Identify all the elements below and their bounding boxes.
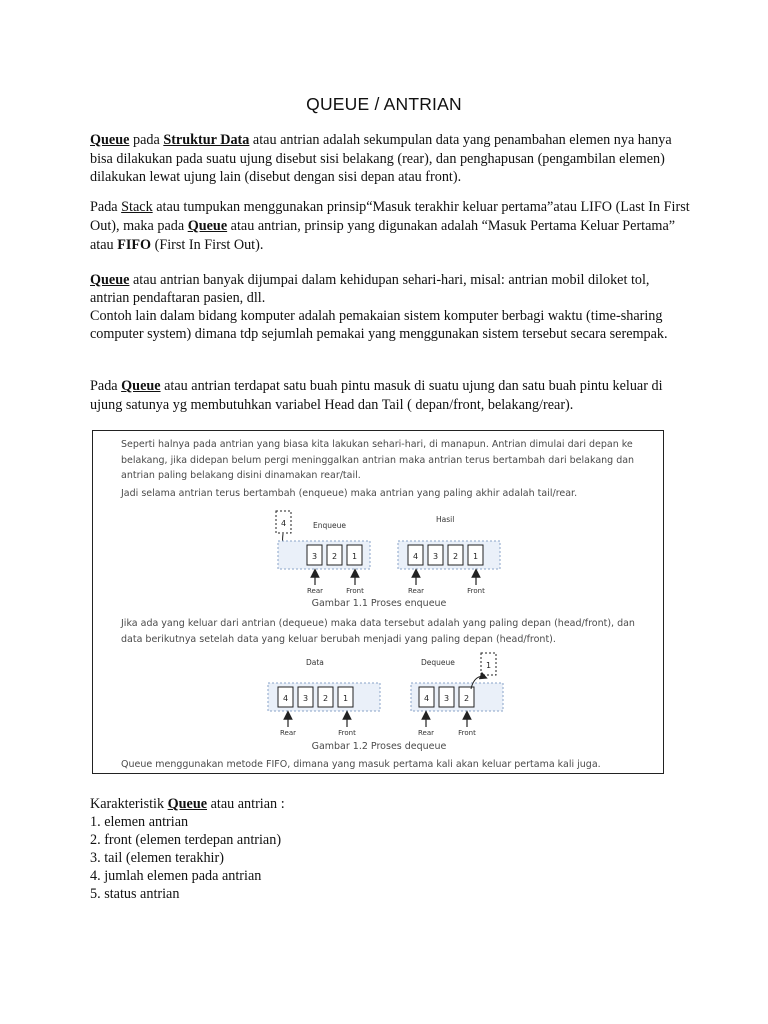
rear-label: Rear [306, 587, 324, 595]
list-item: 1. elemen antrian [90, 813, 189, 830]
data-label: Data [306, 658, 324, 667]
cell-value: 1 [342, 694, 349, 703]
term-struktur-data: Struktur Data [163, 132, 250, 148]
front-label: Front [338, 729, 356, 737]
cell-value: 3 [443, 694, 450, 703]
figure-text-fifo: Queue menggunakan metode FIFO, dimana yang masuk pertama kali akan keluar pertama kali juga. [121, 759, 601, 770]
cell-value: 2 [452, 552, 459, 561]
enqueue-cells [307, 545, 362, 565]
cell-value: 2 [322, 694, 329, 703]
cell-value: 4 [423, 694, 430, 703]
term-queue: Queue [90, 132, 130, 148]
text-run: Pada [90, 199, 122, 215]
rear-label: Rear [279, 729, 297, 737]
cell-value: 1 [351, 552, 358, 561]
front-label: Front [346, 587, 364, 595]
page-title: QUEUE / ANTRIAN [306, 94, 462, 114]
figure-text-enqueue: Jadi selama antrian terus bertambah (enqueue) maka antrian yang paling akhir adalah tail/rear. [121, 488, 578, 499]
paragraph-stack-vs-queue [90, 198, 690, 255]
text-run: atau antrian adalah sekumpulan data yang penambahan elemen nya hanya bisa dilakukan pada suatu ujung disebut sisi belakang (rear), dan penghapusan (pengambilan elemen) dilakukan lewat ujung lain (disebut dengan sisi depan atau front). [90, 132, 672, 185]
figure-caption-dequeue: Gambar 1.2 Proses dequeue [311, 741, 447, 752]
cell-value: 4 [412, 552, 419, 561]
text-run: Karakteristik [90, 796, 168, 812]
term-queue: Queue [121, 378, 161, 394]
list-item: 5. status antrian [90, 885, 180, 902]
rear-label: Rear [407, 587, 425, 595]
front-label: Front [458, 729, 476, 737]
dequeue-cells [419, 687, 474, 707]
paragraph-examples [90, 271, 690, 343]
cell-value: 2 [463, 694, 470, 703]
removed-item-value: 1 [485, 661, 492, 670]
front-label: Front [467, 587, 485, 595]
figure-text-dequeue: Jika ada yang keluar dari antrian (dequeue) maka data tersebut adalah yang paling depan (head/front), dan data berikutnya setelah data yang keluar berubah menjadi yang paling depan (head/front). [121, 618, 635, 645]
text-run: pada [129, 132, 164, 148]
queue-figure [92, 430, 664, 774]
hasil-label: Hasil [436, 515, 455, 524]
figure-text-intro: Seperti halnya pada antrian yang biasa kita lakukan sehari-hari, di manapun. Antrian dimulai dari depan ke belakang, jika didepan belum pergi meninggalkan antrian maka antrian terus bertambah dari belakang dan antrian paling belakang disini dinamakan rear/tail. [121, 439, 635, 481]
term-queue: Queue [167, 796, 208, 812]
queue-diagram [93, 431, 664, 774]
paragraph-definition [90, 131, 690, 187]
karakteristik-heading [90, 796, 690, 814]
enqueue-label: Enqueue [313, 521, 346, 530]
list-item: 4. jumlah elemen pada antrian [90, 867, 262, 884]
cell-value: 3 [311, 552, 318, 561]
rear-label: Rear [417, 729, 435, 737]
cell-value: 3 [302, 694, 309, 703]
term-stack: Stack [121, 199, 153, 215]
new-item-value: 4 [280, 519, 287, 528]
text-run: atau antrian banyak dijumpai dalam kehidupan sehari-hari, misal: antrian mobil diloket tol, antrian pendaftaran pasien, dll. [90, 272, 650, 306]
paragraph-head-tail [90, 377, 690, 414]
karakteristik-section [90, 796, 690, 903]
term-queue: Queue [90, 272, 130, 288]
cell-value: 4 [282, 694, 289, 703]
cell-value: 2 [331, 552, 338, 561]
dequeue-label: Dequeue [421, 658, 455, 667]
term-fifo: FIFO [117, 237, 152, 253]
text-run: Pada [90, 378, 122, 394]
list-item: 3. tail (elemen terakhir) [90, 849, 224, 866]
list-item: 2. front (elemen terdepan antrian) [90, 831, 282, 848]
text-run: (First In First Out). [151, 237, 264, 253]
text-run: atau antrian, prinsip yang digunakan adalah “Masuk Pertama Keluar Pertama” atau [90, 218, 676, 253]
text-run: atau tumpukan menggunakan prinsip“Masuk terakhir keluar pertama”atau LIFO (Last In First Out), maka pada [90, 199, 690, 234]
cell-value: 1 [472, 552, 479, 561]
karakteristik-list [90, 814, 690, 904]
cell-value: 3 [432, 552, 439, 561]
text-run: atau antrian : [207, 796, 285, 812]
text-run: Contoh lain dalam bidang komputer adalah pemakaian sistem komputer berbagi waktu (time-sharing computer system) dimana tdp sejumlah pemakai yang menggunakan sistem tersebut secara serempak. [90, 308, 668, 342]
term-queue: Queue [187, 218, 228, 234]
figure-caption-enqueue: Gambar 1.1 Proses enqueue [311, 598, 447, 609]
text-run: atau antrian terdapat satu buah pintu masuk di suatu ujung dan satu buah pintu keluar di ujung satunya yg membutuhkan variabel Head dan Tail ( depan/front, belakang/rear). [90, 378, 663, 413]
